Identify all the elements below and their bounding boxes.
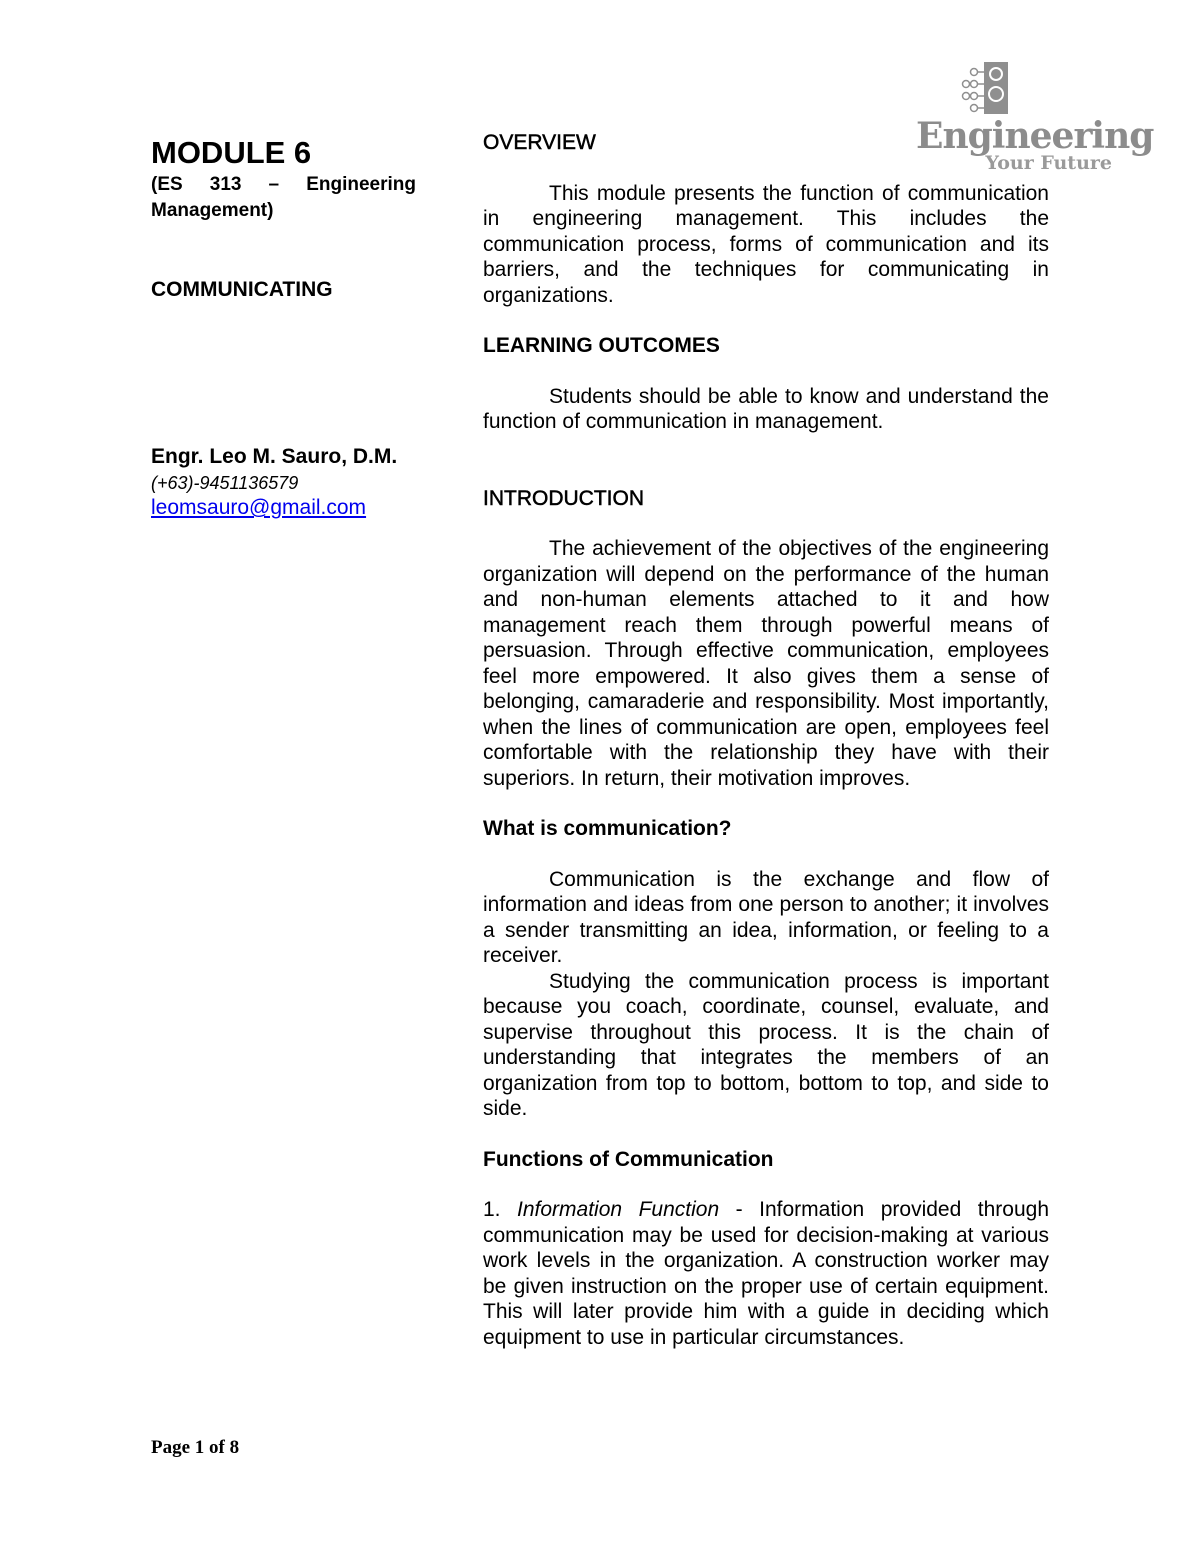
function-item-1-title: Information Function — [517, 1198, 720, 1221]
learning-outcomes-paragraph: Students should be able to know and understand the function of communication in management. — [483, 384, 1049, 433]
overview-heading: OVERVIEW — [483, 131, 596, 154]
learning-outcomes-heading: LEARNING OUTCOMES — [483, 334, 720, 357]
course-code-line2: Management) — [151, 200, 274, 221]
what-is-communication-heading: What is communication? — [483, 817, 732, 840]
function-item-1-text: - Information provided through communication may be used for decision-making at various work levels in the organization. A construction worker may be given instruction on the proper use of certain equipment. This will later provide him with a guide in deciding which equipment to use in particular circumstances. — [483, 1198, 1049, 1349]
main-content — [483, 130, 1049, 1350]
page-number: Page 1 of 8 — [151, 1437, 240, 1458]
overview-paragraph: This module presents the function of communication in engineering management. This includes the communication process, forms of communication and its barriers, and the techniques for communicating in organizations. — [483, 181, 1049, 307]
author-block — [151, 443, 451, 521]
what-is-paragraph-1: Communication is the exchange and flow of information and ideas from one person to another; it involves a sender transmitting an idea, information, or feeling to a receiver. — [483, 867, 1049, 967]
function-item-1 — [483, 1197, 1049, 1350]
logo-wordmark: Engineering — [916, 115, 1154, 157]
author-name: Engr. Leo M. Sauro, D.M. — [151, 445, 398, 468]
introduction-paragraph: The achievement of the objectives of the engineering organization will depend on the performance of the human and non-human elements attached to it and how management reach them through powerful means of persuasion. Through effective communication, employees feel more empowered. It also gives them a sense of belonging, camaraderie and responsibility. Most importantly, when the lines of communication are open, employees feel comfortable with the relationship they have with their superiors. In return, their motivation improves. — [483, 537, 1049, 790]
module-title: MODULE 6 — [151, 135, 312, 170]
function-item-1-number: 1. — [483, 1198, 501, 1221]
functions-heading: Functions of Communication — [483, 1147, 774, 1171]
module-topic: COMMUNICATING — [151, 278, 333, 301]
author-phone: (+63)-9451136579 — [151, 473, 299, 493]
gear-circuit-icon — [912, 60, 1112, 120]
what-is-paragraph-2: Studying the communication process is important because you coach, coordinate, counsel, evaluate, and supervise throughout this process. It is the chain of understanding that integrates the members of an organization from top to bottom, bottom to top, and side to side. — [483, 969, 1049, 1120]
author-email-link[interactable]: leomsauro@gmail.com — [151, 496, 367, 519]
introduction-heading: INTRODUCTION — [483, 486, 644, 510]
course-code-line1: (ES 313 – Engineering — [151, 174, 416, 195]
logo-tagline: Your Future — [985, 152, 1112, 174]
module-info — [151, 136, 416, 302]
